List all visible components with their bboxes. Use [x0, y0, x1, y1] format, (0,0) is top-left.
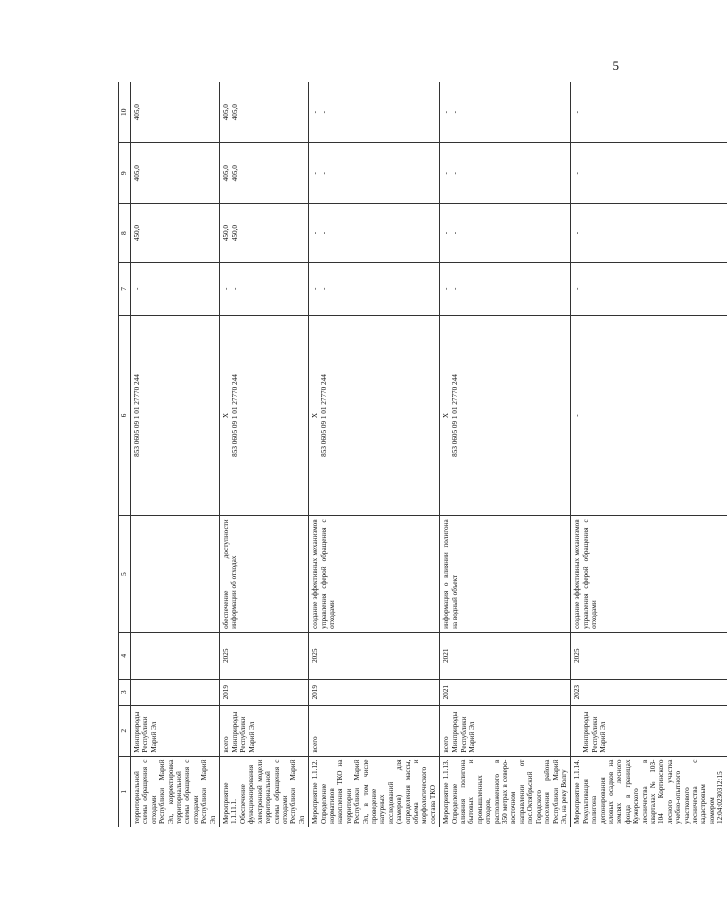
header-col-4: 4: [119, 632, 131, 679]
value-b: [582, 266, 591, 312]
amount-col-10: [131, 82, 220, 143]
budget-code-b: 853 0605 09 1 01 27770 244: [231, 374, 240, 457]
executor-a: всего: [442, 736, 451, 753]
value-b: 450,0: [231, 225, 240, 242]
budget-code-b: 853 0605 09 1 01 27770 244: [451, 374, 460, 457]
amount-col-7: [571, 262, 727, 315]
value-b: -: [231, 287, 240, 291]
amount-col-8: [309, 204, 440, 263]
end-year: 2025: [220, 632, 309, 679]
value-a: -: [311, 231, 320, 235]
executor-a: Минприроды Республики Марий Эл: [133, 711, 158, 753]
amount-col-7: [131, 262, 220, 315]
expected-result: создание эффективных механизмов управления сферой обращения с отходами: [571, 516, 727, 633]
activity-name: Мероприятие 1.1.12. Определение нормативов накопления ТКО на территории Республики Марий Эл, в том числе проведение натурных исследований (замеров) для определения массы, объема и морфологического состава ТКО: [309, 756, 440, 827]
activity-name: Мероприятие 1.1.13. Определение влияния полигона бытовых и промышленных отходов, расположенного в 350 метрах в северо-восточном направлении от пос.Октябрьский Городского поселения района Республики Марий Эл, на реку Волгу: [440, 756, 571, 827]
budget-table: [118, 82, 727, 827]
table-row: [309, 82, 440, 827]
value-a: 450,0: [222, 225, 231, 242]
header-col-6: 6: [119, 315, 131, 516]
budget-code-b: [142, 319, 151, 513]
amount-col-7: [440, 262, 571, 315]
amount-col-8: [440, 204, 571, 263]
value-a: 450,0: [133, 225, 141, 242]
executor-a: всего: [311, 736, 320, 753]
end-year: 2025: [571, 632, 727, 679]
amount-col-10: [309, 82, 440, 143]
start-year: 2023: [571, 679, 727, 705]
budget-code-a: X: [442, 412, 451, 419]
amount-col-10: [440, 82, 571, 143]
header-col-3: 3: [119, 679, 131, 705]
executor-cell: [571, 705, 727, 756]
budget-code-a: -: [573, 414, 582, 417]
amount-col-10: [220, 82, 309, 143]
expected-result: создание эффективных механизмов управления сферой обращения с отходами: [309, 516, 440, 633]
start-year: 2019: [220, 679, 309, 705]
value-a: -: [573, 172, 582, 175]
executor-b: Минприроды Республики Марий Эл: [582, 711, 608, 753]
end-year: 2025: [309, 632, 440, 679]
value-b: -: [320, 287, 329, 291]
executor-a: всего: [222, 736, 231, 753]
value-a: -: [573, 110, 582, 114]
budget-code-b: [582, 319, 591, 513]
amount-col-9: [220, 143, 309, 204]
executor-cell: [131, 705, 220, 756]
value-a: -: [573, 231, 582, 235]
budget-code-cell: [571, 315, 727, 516]
value-a: -: [442, 287, 451, 291]
header-col-1: 1: [119, 756, 131, 827]
header-col-9: 9: [119, 143, 131, 204]
value-a: -: [311, 172, 320, 175]
value-b: [582, 85, 591, 139]
budget-code-cell: [131, 315, 220, 516]
amount-col-10: [571, 82, 727, 143]
executor-cell: [440, 705, 571, 756]
end-year: [131, 632, 220, 679]
activity-name: Мероприятие 1.1.11.1. Обеспечение функционирования электронной модели территориальной схемы обращения с отходами Республики Марий Эл: [220, 756, 309, 827]
executor-cell: [309, 705, 440, 756]
value-b: [142, 207, 151, 259]
value-b: -: [451, 110, 460, 114]
activity-name: Мероприятие 1.1.14. Рекультивация полигона депонирования иловых осадков на землях лесного фонда в границах Кужерского лесничества в кварталах № 103-104 Кортинского лесного участка учебно-опытного участкового лесничества с кадастровым номером 12:04:0230312:15: [571, 756, 727, 827]
amount-col-7: [309, 262, 440, 315]
amount-col-7: [220, 262, 309, 315]
header-col-7: 7: [119, 262, 131, 315]
value-b: 405,0: [231, 165, 240, 182]
header-col-10: 10: [119, 82, 131, 143]
executor-b: [158, 709, 167, 753]
executor-cell: [220, 705, 309, 756]
value-b: [142, 146, 151, 200]
value-b: -: [320, 231, 329, 235]
amount-col-9: [131, 143, 220, 204]
amount-col-8: [220, 204, 309, 263]
value-b: [142, 266, 151, 312]
executor-b: [320, 709, 329, 753]
table-row: [440, 82, 571, 827]
value-a: -: [442, 172, 451, 175]
budget-code-a: X: [222, 412, 231, 419]
budget-code-cell: [220, 315, 309, 516]
value-a: 405,0: [222, 104, 231, 121]
expected-result: информация о влиянии полигона на водный объект: [440, 516, 571, 633]
value-b: [142, 85, 151, 139]
value-b: -: [451, 231, 460, 235]
value-a: 405,0: [133, 165, 141, 182]
header-col-2: 2: [119, 705, 131, 756]
start-year: 2019: [309, 679, 440, 705]
value-b: -: [451, 287, 460, 291]
value-b: -: [320, 172, 329, 175]
amount-col-9: [440, 143, 571, 204]
value-b: -: [320, 110, 329, 114]
amount-col-9: [571, 143, 727, 204]
table-row: [571, 82, 727, 827]
value-a: -: [311, 110, 320, 114]
table-row: [131, 82, 220, 827]
start-year: [131, 679, 220, 705]
start-year: 2021: [440, 679, 571, 705]
header-col-5: 5: [119, 516, 131, 633]
amount-col-8: [131, 204, 220, 263]
value-b: 405,0: [231, 104, 240, 121]
value-a: -: [133, 287, 141, 291]
value-b: [582, 146, 591, 200]
executor-b: Минприроды Республики Марий Эл: [231, 711, 256, 753]
header-col-8: 8: [119, 204, 131, 263]
value-a: -: [222, 287, 231, 291]
executor-b: Минприроды Республики Марий Эл: [451, 711, 477, 753]
value-a: -: [442, 110, 451, 114]
amount-col-9: [309, 143, 440, 204]
budget-code-cell: [309, 315, 440, 516]
amount-col-8: [571, 204, 727, 263]
budget-code-a: 853 0605 09 1 01 27770 244: [133, 374, 141, 457]
value-a: -: [573, 287, 582, 291]
expected-result: [131, 516, 220, 633]
budget-code-b: 853 0605 09 1 01 27770 244: [320, 374, 329, 457]
budget-code-cell: [440, 315, 571, 516]
value-a: 405,0: [222, 165, 231, 182]
expected-result: обеспечение доступности информации об отходах: [220, 516, 309, 633]
value-b: [582, 207, 591, 259]
value-a: 405,0: [133, 104, 141, 121]
value-b: -: [451, 172, 460, 175]
table-header-row: [119, 82, 131, 827]
end-year: 2021: [440, 632, 571, 679]
rotated-table-container: [118, 82, 725, 827]
value-a: -: [311, 287, 320, 291]
activity-name: территориальной схемы обращения с отходами Республики Марий Эл, корректировка территориальной схемы обращения с отходами Республики Марий Эл: [131, 756, 220, 827]
page-number: 5: [612, 58, 619, 73]
value-a: -: [442, 231, 451, 235]
executor-a: [573, 709, 582, 753]
table-row: [220, 82, 309, 827]
budget-code-a: X: [311, 412, 320, 419]
